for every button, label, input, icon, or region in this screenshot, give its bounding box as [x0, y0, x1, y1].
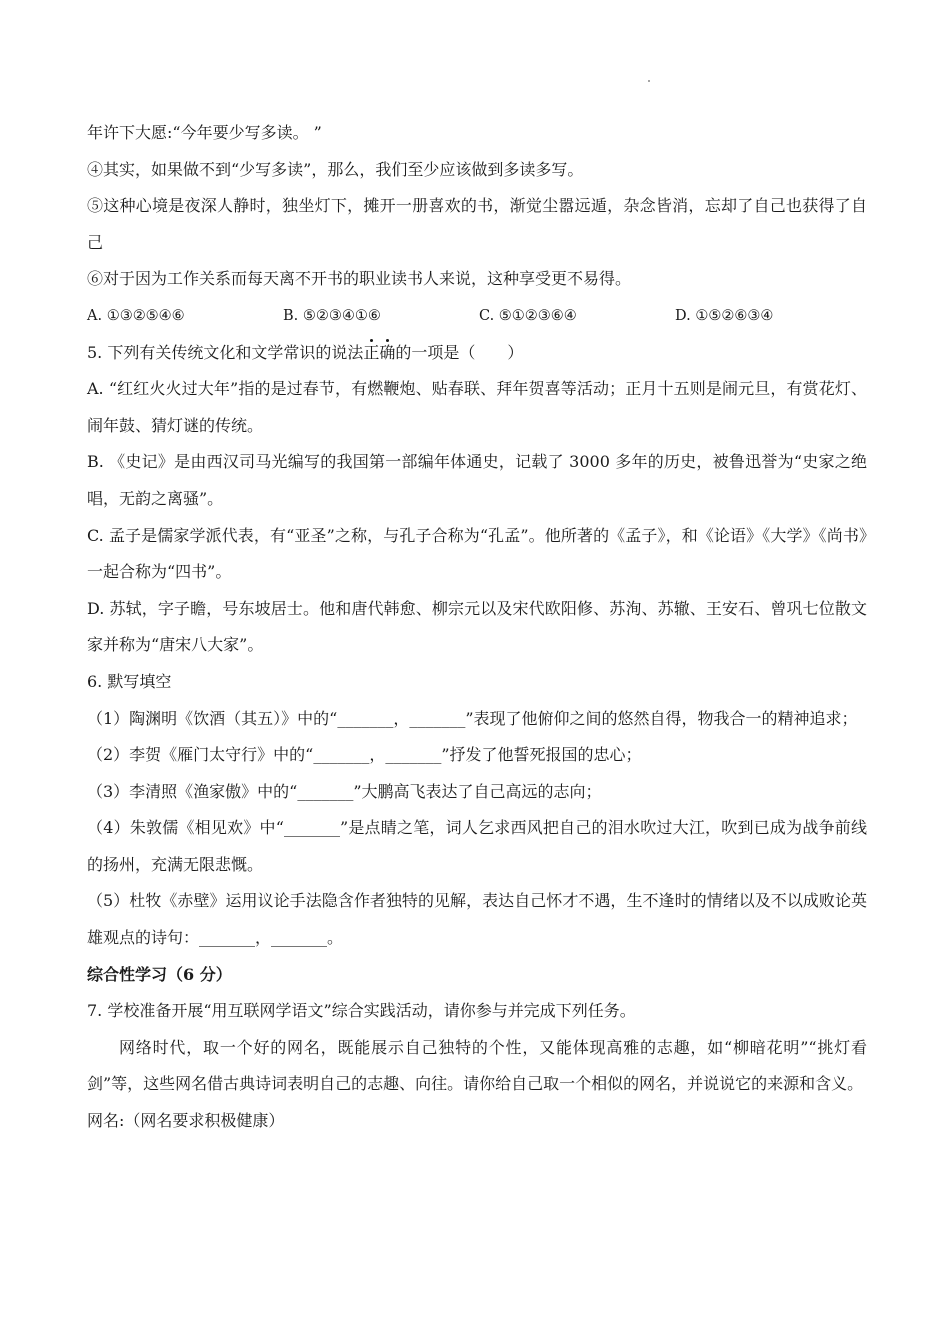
- sentence-5: ⑤这种心境是夜深人静时，独坐灯下，摊开一册喜欢的书，渐觉尘嚣远遁，杂念皆消，忘却了自己也获得了自己: [87, 196, 867, 252]
- question-5-stem-end: 的一项是（ ）: [395, 342, 524, 362]
- question-7-body: 网络时代，取一个好的网名，既能展示自己独特的个性，又能体现高雅的志趣，如“柳暗花明”“挑灯看剑”等，这些网名借古典诗词表明自己的志趣、向往。请你给自己取一个相似的网名，并说说它的来源和含义。: [87, 1037, 867, 1094]
- question-5-option-b[interactable]: B. 《史记》是由西汉司马光编写的我国第一部编年体通史，记载了 3000 多年的历史，被鲁迅誉为“史家之绝唱，无韵之离骚”。: [87, 452, 867, 508]
- question-6-item-2: （2）李贺《雁门太守行》中的“_______，_______”抒发了他誓死报国的忠心；: [87, 745, 642, 765]
- question-7-netname-prompt: 网名:（网名要求积极健康）: [87, 1111, 285, 1131]
- option-a[interactable]: A. ①③②⑤④⑥: [87, 307, 185, 324]
- question-6-item-5: （5）杜牧《赤壁》运用议论手法隐含作者独特的见解，表达自己怀才不遇，生不逢时的情绪以及不以成败论英雄观点的诗句：_______，_______。: [87, 891, 867, 948]
- question-5-option-c[interactable]: C. 孟子是儒家学派代表，有“亚圣”之称，与孔子合称为“孔孟”。他所著的《孟子》，和《论语》《大学》《尚书》一起合称为“四书”。: [87, 525, 867, 582]
- page-mark-dot: [648, 80, 650, 82]
- emphasis-char-2: 确: [379, 342, 396, 362]
- option-b[interactable]: B. ⑤②③④①⑥: [283, 307, 381, 324]
- question-6-item-3: （3）李清照《渔家傲》中的“_______”大鹏高飞表达了自己高远的志向；: [87, 781, 602, 801]
- question-5-stem-start: 5. 下列有关传统文化和文学常识的说法: [87, 342, 364, 362]
- question-5-stem: [87, 335, 867, 372]
- document-page: [87, 115, 867, 1140]
- sentence-6: ⑥对于因为工作关系而每天离不开书的职业读书人来说，这种享受更不易得。: [87, 269, 632, 289]
- question-6-item-4: （4）朱敦儒《相见欢》中“_______”是点睛之笔，词人乞求西风把自己的泪水吹过大江，吹到已成为战争前线的扬州，充满无限悲慨。: [87, 818, 867, 874]
- question-6-title: 6. 默写填空: [87, 671, 172, 691]
- sentence-4: ④其实，如果做不到“少写多读”，那么，我们至少应该做到多读多写。: [87, 159, 584, 179]
- question-7-stem: 7. 学校准备开展“用互联网学语文”综合实践活动，请你参与并完成下列任务。: [87, 1001, 636, 1021]
- emphasis-char-1: 正: [363, 342, 380, 362]
- question-5-option-d[interactable]: D. 苏轼，字子瞻，号东坡居士。他和唐代韩愈、柳宗元以及宋代欧阳修、苏洵、苏辙、王安石、曾巩七位散文家并称为“唐宋八大家”。: [87, 598, 867, 655]
- continued-sentence: 年许下大愿:“今年要少写多读。 ”: [87, 123, 322, 142]
- question-4-options: [87, 298, 867, 335]
- question-5-option-a[interactable]: A. “红红火火过大年”指的是过春节，有燃鞭炮、贴春联、拜年贺喜等活动；正月十五则是闹元旦，有赏花灯、闹年鼓、猜灯谜的传统。: [87, 379, 867, 435]
- option-c[interactable]: C. ⑤①②③⑥④: [479, 307, 577, 324]
- option-d[interactable]: D. ①⑤②⑥③④: [675, 307, 774, 324]
- question-6-item-1: （1）陶渊明《饮酒（其五）》中的“_______，_______”表现了他俯仰之间的悠然自得，物我合一的精神追求；: [87, 708, 858, 728]
- section-title: 综合性学习（6 分）: [87, 964, 232, 984]
